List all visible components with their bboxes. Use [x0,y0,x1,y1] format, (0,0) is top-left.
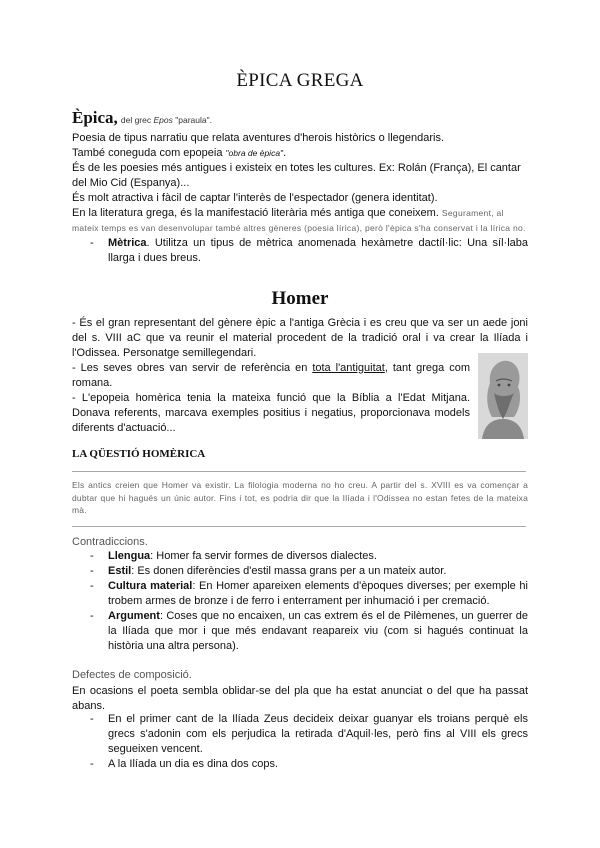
homer-paragraph-2: - Les seves obres van servir de referència en tota l'antiguitat, tant grega com romana. [72,362,471,389]
epica-etymology: del grec Epos "paraula". [120,115,213,125]
homer-heading: Homer [271,288,329,309]
metrica-list [72,236,528,266]
defectes-list [72,712,528,772]
homer-paragraph-1: - És el gran representant del gènere èpic a l'antiga Grècia i es creu que va ser un aede joni del s. VIII aC que va reunir el material procedent de la tradició oral i va crear la Ilíada i l'Odissea. Personatge semillegendari. [72,317,528,359]
contradiccions-heading: Contradiccions. [72,536,148,548]
contradiccions-list [72,549,528,654]
epica-line-2: També coneguda com epopeia "obra de èpica". [72,147,287,159]
list-item: - Mètrica. Utilitza un tipus de mètrica anomenada hexàmetre dactíl·lic: Una síl·laba llarga i dues breus. [72,236,528,266]
epica-line-4: És molt atractiva i fàcil de captar l'interès de l'espectador (genera identitat). [72,192,438,204]
epica-note: Segurament, al mateix temps es van desenvolupar també altres gèneres (poesia lírica), però l'èpica s'ha conservat i la lírica no. [72,208,526,233]
homer-bust-icon [478,353,528,439]
defectes-heading: Defectes de composició. [72,669,192,681]
epica-line-1: Poesia de tipus narratiu que relata aventures d'herois històrics o llegendaris. [72,132,445,144]
list-item: - En el primer cant de la Ilíada Zeus decideix deixar guanyar els troians perquè els grecs s'adonin com els perjudica la retirada d'Aquil·les, però fins al VIII els grecs segueixen vencent. [72,712,528,757]
list-item: - A la Ilíada un dia es dina dos cops. [72,757,528,772]
defectes-body [72,712,528,772]
epica-line-3: És de les poesies més antigues i existeix en totes les cultures. Ex: Rolán (França), El cantar del Mio Cid (Espanya)... [72,162,521,189]
homer-body [72,316,528,436]
homer-bust-image [478,353,528,439]
questio-heading: LA QÜESTIÓ HOMÈRICA [72,448,206,460]
list-item: - Argument: Coses que no encaixen, un cas extrem és el de Pilèmenes, un guerrer de la Ilíada que mor i que més endavant reapareix viu (com si hagués continuat la història una altra persona). [72,609,528,654]
list-item: - Estil: Es donen diferències d'estil massa grans per a un mateix autor. [72,564,528,579]
divider [72,471,526,472]
list-item: - Llengua: Homer fa servir formes de diversos dialectes. [72,549,528,564]
divider [72,526,526,527]
defectes-intro: En ocasions el poeta sembla oblidar-se del pla que ha estat anunciat o del que ha passat abans. [72,685,528,712]
epica-heading: Èpica, [72,108,118,127]
page-title: ÈPICA GREGA [236,70,364,91]
questio-quote: Els antics creien que Homer va existir. La filologia moderna no ho creu. A partir del s. XVIII es va començar a dubtar que hi hagués un únic autor. Fins i tot, es podria dir que la Ilíada i l'Odissea no estan fetes de la mateixa mà. [72,480,528,515]
list-item: - Cultura material: En Homer apareixen elements d'èpoques diverses; per exemple hi trobem armes de bronze i de ferro i enterrament per inhumació i per cremació. [72,579,528,609]
epica-body [72,131,528,266]
epica-heading-line [72,110,528,128]
epica-line-5: En la literatura grega, és la manifestació literària més antiga que coneixem. Segurament, al mateix temps es van desenvolupar també altres gèneres (poesia lírica), però l'èpica s'ha conservat i la lírica no. [72,207,526,233]
homer-paragraph-3: - L'epopeia homèrica tenia la mateixa funció que la Bíblia a l'Edat Mitjana. Donava referents, marcava exemples positius i negatius, proporcionava models diferents d'actuació... [72,392,470,434]
contradiccions-body [72,549,528,654]
